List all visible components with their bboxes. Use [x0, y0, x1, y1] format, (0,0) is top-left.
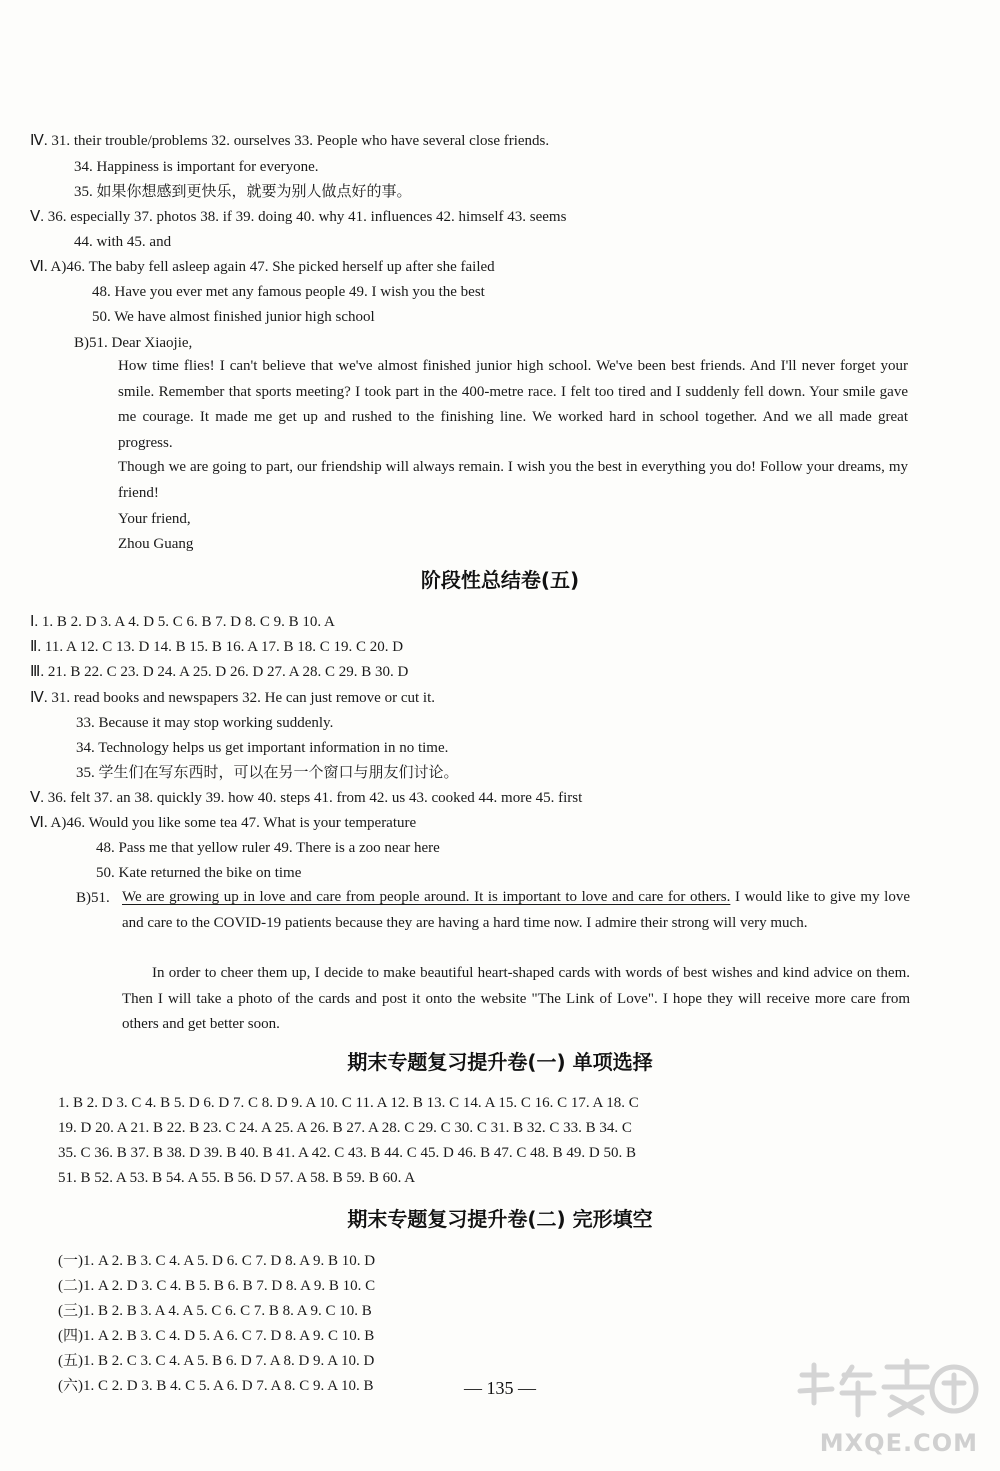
- answer-line: 44. with 45. and: [74, 234, 172, 250]
- answer-label: B)51.: [76, 890, 110, 906]
- watermark-text: MXQE.COM: [819, 1429, 978, 1457]
- answer-line: 34. Happiness is important for everyone.: [74, 159, 319, 175]
- answer-line: 50. Kate returned the bike on time: [96, 865, 302, 881]
- answer-line: 51. B 52. A 53. B 54. A 55. B 56. D 57. A 58. B 59. B 60. A: [58, 1170, 416, 1186]
- answer-line: Ⅲ. 21. B 22. C 23. D 24. A 25. D 26. D 27. A 28. C 29. B 30. D: [30, 664, 409, 680]
- answer-line: Ⅵ. A)46. The baby fell asleep again 47. She picked herself up after she failed: [30, 259, 495, 275]
- writing-text: I would like to give my love and care to the COVID-19 patients because they are having a hard time now. I admire their strong will very much.: [122, 889, 910, 931]
- underlined-sentence: We are growing up in love and care from people around. It is important to love and care for others.: [122, 889, 731, 905]
- answer-line: (四)1. A 2. B 3. C 4. D 5. A 6. C 7. D 8. A 9. C 10. B: [58, 1328, 375, 1344]
- answer-line: 33. Because it may stop working suddenly.: [76, 715, 334, 731]
- letter-closing: Your friend,: [118, 511, 191, 527]
- writing-paragraph: In order to cheer them up, I decide to make beautiful heart-shaped cards with words of best wishes and kind advice on them. Then I will take a photo of the cards and post it onto the website "The Link of Love". I hope they will receive more care from others and get better soon.: [122, 965, 910, 1032]
- writing-paragraph: [122, 885, 910, 936]
- answer-line: Ⅳ. 31. read books and newspapers 32. He can just remove or cut it.: [30, 690, 435, 706]
- answer-line: B)51. Dear Xiaojie,: [74, 335, 193, 351]
- answer-line: (三)1. B 2. B 3. A 4. A 5. C 6. C 7. B 8. A 9. C 10. B: [58, 1303, 372, 1319]
- answer-line: 50. We have almost finished junior high school: [92, 309, 375, 325]
- answer-line: Ⅵ. A)46. Would you like some tea 47. What is your temperature: [30, 815, 417, 831]
- section-title: 期末专题复习提升卷(一) 单项选择: [347, 1050, 653, 1074]
- answer-line: 48. Have you ever met any famous people 49. I wish you the best: [92, 284, 485, 300]
- answer-line: Ⅳ. 31. their trouble/problems 32. ourselves 33. People who have several close friends.: [30, 133, 550, 149]
- answer-line: 48. Pass me that yellow ruler 49. There is a zoo near here: [96, 840, 440, 856]
- letter-paragraph: Though we are going to part, our friendship will always remain. I wish you the best in everything you do! Follow your dreams, my friend!: [118, 459, 908, 501]
- answer-line: 35. 如果你想感到更快乐，就要为别人做点好的事。: [74, 184, 412, 200]
- section-title: 阶段性总结卷(五): [420, 568, 580, 592]
- answer-line: (五)1. B 2. C 3. C 4. A 5. B 6. D 7. A 8. D 9. A 10. D: [58, 1353, 375, 1369]
- answer-line: Ⅴ. 36. felt 37. an 38. quickly 39. how 40. steps 41. from 42. us 43. cooked 44. more 45. first: [30, 790, 583, 806]
- answer-line: (六)1. C 2. D 3. B 4. C 5. A 6. D 7. A 8. C 9. A 10. B: [58, 1378, 374, 1394]
- answer-line: Ⅱ. 11. A 12. C 13. D 14. B 15. B 16. A 17. B 18. C 19. C 20. D: [30, 639, 404, 655]
- answer-line: 1. B 2. D 3. C 4. B 5. D 6. D 7. C 8. D 9. A 10. C 11. A 12. B 13. C 14. A 15. C 16. C 17. A 18. C: [58, 1095, 639, 1111]
- answer-line: 35. 学生们在写东西时，可以在另一个窗口与朋友们讨论。: [76, 765, 459, 781]
- answer-line: Ⅴ. 36. especially 37. photos 38. if 39. doing 40. why 41. influences 42. himself 43. seems: [30, 209, 567, 225]
- answer-line: (二)1. A 2. D 3. C 4. B 5. B 6. B 7. D 8. A 9. B 10. C: [58, 1278, 376, 1294]
- letter-paragraph: How time flies! I can't believe that we've almost finished junior high school. We've been best friends. And I'll never forget your smile. Remember that sports meeting? I took part in the 400-metre race. I felt too tired and I suddenly fell down. Your smile gave me courage. It made me get up and rushed to the finishing line. We worked hard in school together. And we all made great progress.: [118, 358, 908, 451]
- letter-signature: Zhou Guang: [118, 536, 194, 552]
- answer-line: 35. C 36. B 37. B 38. D 39. B 40. B 41. A 42. C 43. B 44. C 45. D 46. B 47. C 48. B 49. D 50. B: [58, 1145, 636, 1161]
- answer-line: 34. Technology helps us get important information in no time.: [76, 740, 449, 756]
- answer-line: Ⅰ. 1. B 2. D 3. A 4. D 5. C 6. B 7. D 8. C 9. B 10. A: [30, 614, 335, 630]
- page-number: — 135 —: [464, 1378, 536, 1398]
- answer-line: (一)1. A 2. B 3. C 4. A 5. D 6. C 7. D 8. A 9. B 10. D: [58, 1253, 376, 1269]
- section-title: 期末专题复习提升卷(二) 完形填空: [347, 1207, 653, 1231]
- answer-line: 19. D 20. A 21. B 22. B 23. C 24. A 25. A 26. B 27. A 28. C 29. C 30. C 31. B 32. C 33. B 34. C: [58, 1120, 632, 1136]
